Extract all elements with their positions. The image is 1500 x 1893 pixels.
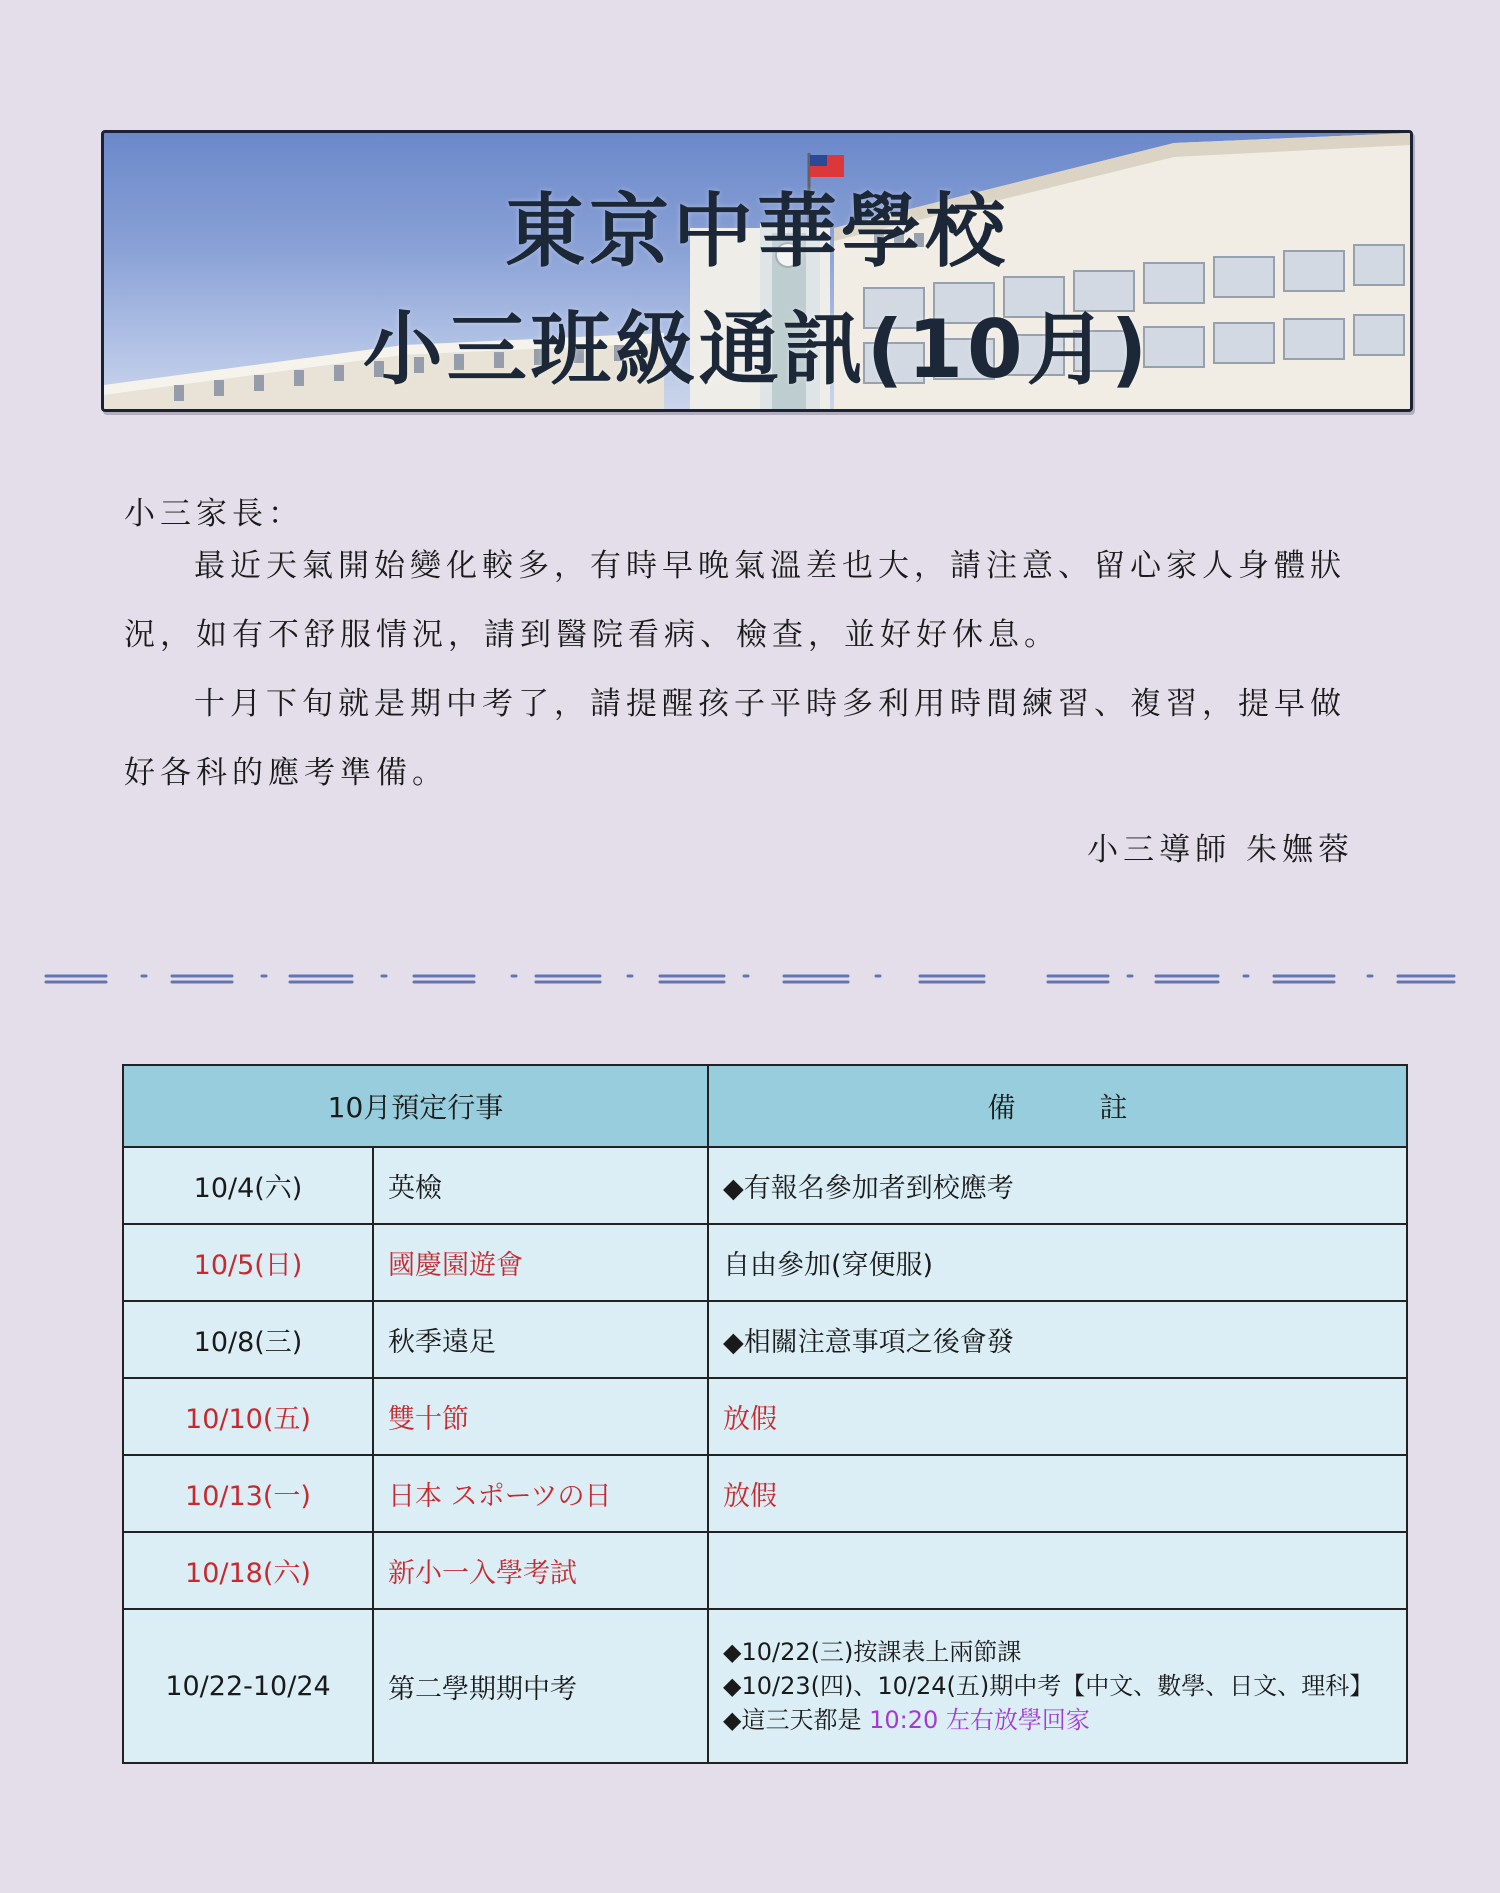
note-line: ◆10/23(四)、10/24(五)期中考【中文、數學、日文、理科】 (723, 1672, 1374, 1700)
salutation: 小三家長： (124, 496, 304, 532)
note-line: ◆10/22(三)按課表上兩節課 (723, 1638, 1022, 1666)
header-events: 10月預定行事 (123, 1065, 708, 1147)
table-row (123, 1301, 1407, 1378)
table-row (123, 1532, 1407, 1609)
school-name-title: 東京中華學校 (505, 185, 1009, 278)
table-header-row (123, 1065, 1407, 1147)
event-date: 10/4(六) (123, 1147, 373, 1224)
letter-paragraph-2: 十月下旬就是期中考了，請提醒孩子平時多利用時間練習、複習，提早做好各科的應考準備。 (124, 686, 1346, 791)
event-name: 第二學期期中考 (373, 1609, 708, 1763)
event-name: 新小一入學考試 (373, 1532, 708, 1609)
october-schedule-table (122, 1064, 1408, 1764)
event-note (708, 1532, 1407, 1609)
note-prefix: ◆這三天都是 (723, 1706, 870, 1734)
event-name: 日本 スポーツの日 (373, 1455, 708, 1532)
event-date: 10/13(一) (123, 1455, 373, 1532)
event-note: 放假 (708, 1455, 1407, 1532)
event-note: ◆相關注意事項之後會發 (708, 1301, 1407, 1378)
event-name: 國慶園遊會 (373, 1224, 708, 1301)
header-notes: 備 註 (708, 1065, 1407, 1147)
dashed-divider (44, 966, 1456, 990)
event-note: ◆有報名參加者到校應考 (708, 1147, 1407, 1224)
event-date: 10/8(三) (123, 1301, 373, 1378)
teacher-signature: 小三導師 朱嫵蓉 (1087, 832, 1354, 868)
event-date: 10/10(五) (123, 1378, 373, 1455)
header-banner (101, 130, 1413, 412)
event-name: 雙十節 (373, 1378, 708, 1455)
event-name: 秋季遠足 (373, 1301, 708, 1378)
table-row (123, 1224, 1407, 1301)
event-date: 10/18(六) (123, 1532, 373, 1609)
table-row (123, 1147, 1407, 1224)
event-note: 自由參加(穿便服) (708, 1224, 1407, 1301)
event-note: 放假 (708, 1378, 1407, 1455)
table-row (123, 1609, 1407, 1763)
event-date: 10/22-10/24 (123, 1609, 373, 1763)
dismissal-time-highlight: 10:20 左右放學回家 (869, 1706, 1090, 1734)
newsletter-title: 小三班級通訊(10月) (362, 303, 1152, 396)
table-row (123, 1455, 1407, 1532)
table-row (123, 1378, 1407, 1455)
event-note (708, 1609, 1407, 1763)
note-line (723, 1703, 1405, 1737)
event-name: 英檢 (373, 1147, 708, 1224)
event-date: 10/5(日) (123, 1224, 373, 1301)
letter-paragraph-1: 最近天氣開始變化較多，有時早晚氣溫差也大，請注意、留心家人身體狀況，如有不舒服情況，請到醫院看病、檢查，並好好休息。 (124, 548, 1346, 653)
